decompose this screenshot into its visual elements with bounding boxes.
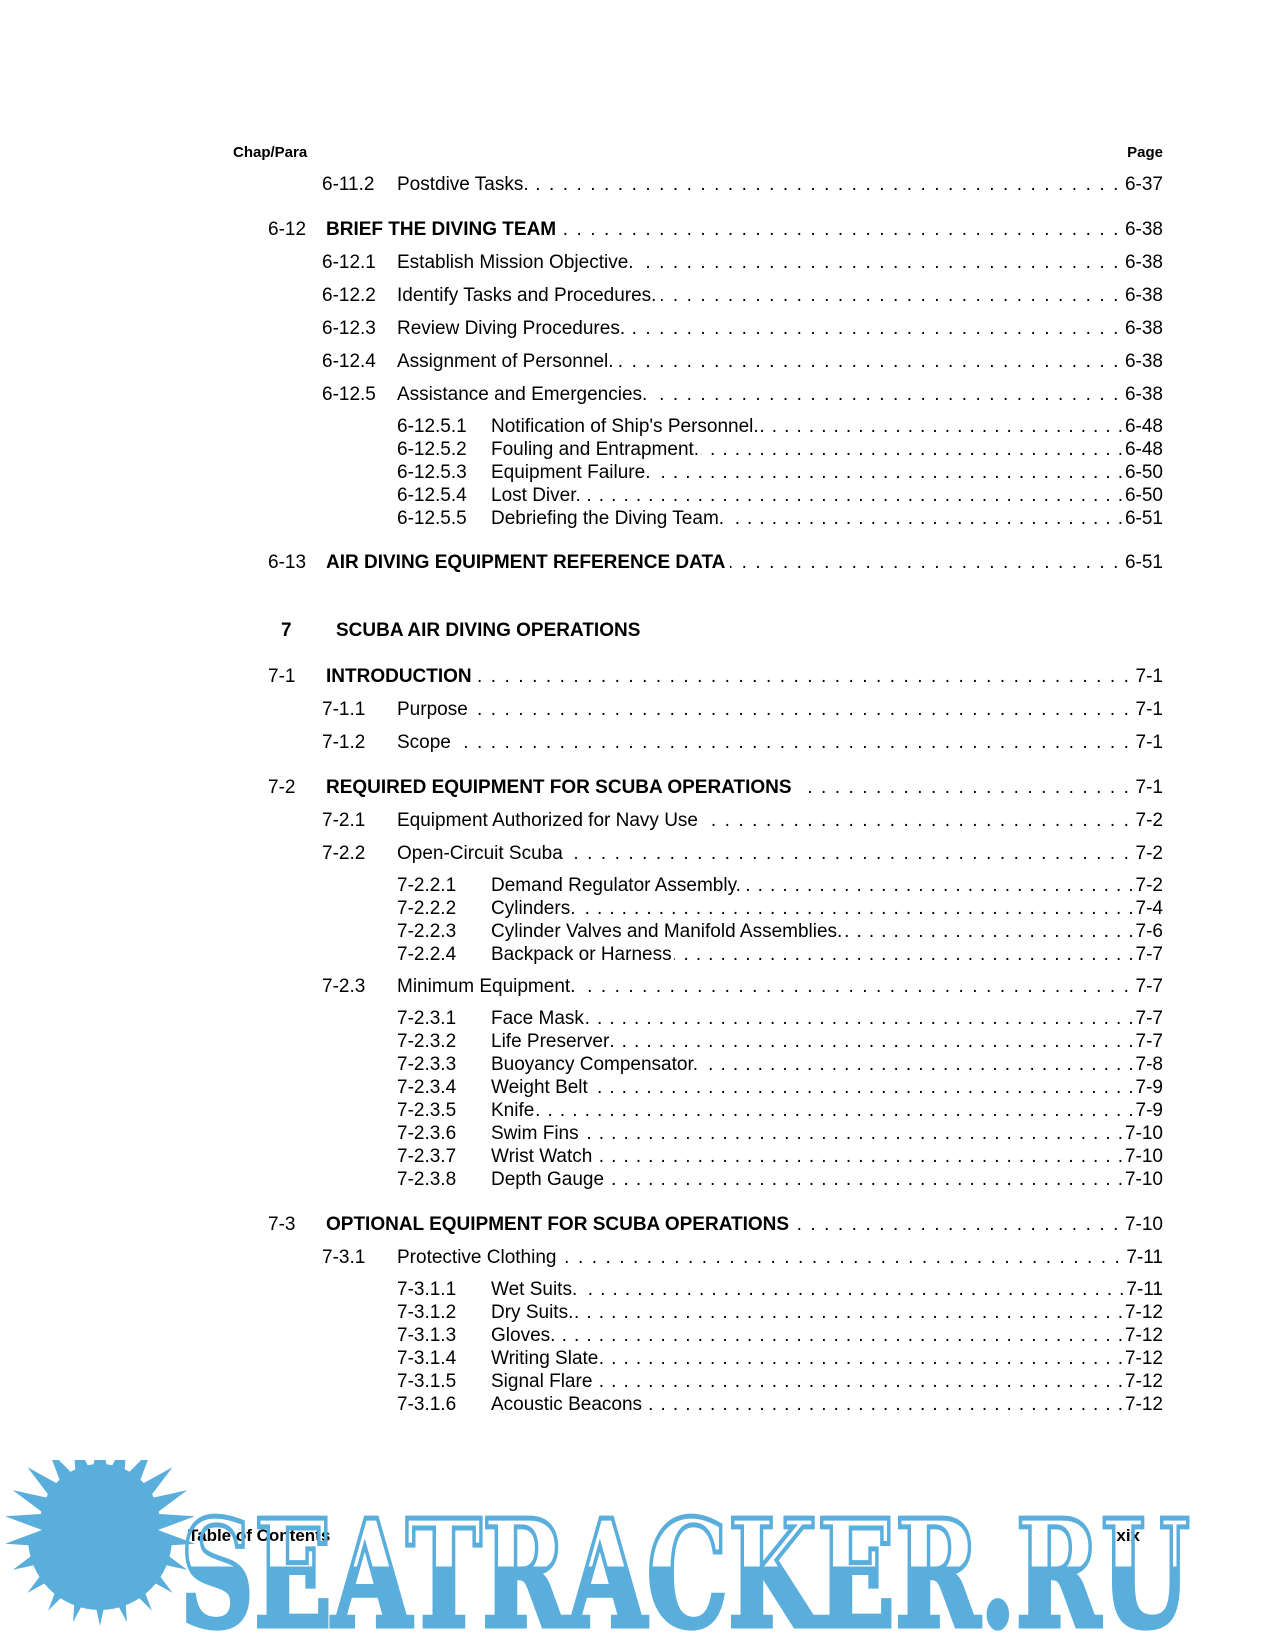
entry-page: 6-51 [1124, 508, 1163, 529]
entry-number: 7-2.3.2 [397, 1031, 457, 1052]
entry-title: Notification of Ship's Personnel. [491, 416, 759, 437]
toc-entry[interactable] [322, 316, 1163, 342]
entry-number: 7-3.1.5 [397, 1371, 457, 1392]
toc-entry[interactable] [322, 808, 1163, 834]
entry-number: 6-11.2 [322, 174, 375, 195]
entry-title: Face Mask [491, 1008, 584, 1029]
dot-leader [630, 316, 1120, 342]
entry-page: 7-10 [1124, 1123, 1163, 1144]
entry-page: 7-6 [1135, 921, 1163, 942]
entry-page: 7-1 [1135, 732, 1163, 753]
toc-section-entry[interactable] [268, 664, 1163, 690]
entry-number: 6-12.5.2 [397, 439, 467, 460]
entry-number: 7-2.3.8 [397, 1169, 457, 1190]
entry-title: Knife [491, 1100, 535, 1121]
toc-entry[interactable] [322, 1245, 1163, 1271]
entry-title: REQUIRED EQUIPMENT FOR SCUBA OPERATIONS [326, 777, 792, 798]
entry-title: Cylinder Valves and Manifold Assemblies. [491, 921, 843, 942]
entry-page: 6-38 [1124, 252, 1163, 273]
entry-page: 7-11 [1126, 1247, 1163, 1268]
entry-title: Identify Tasks and Procedures. [397, 285, 657, 306]
entry-page: 7-9 [1135, 1077, 1163, 1098]
entry-title: Acoustic Beacons [491, 1394, 643, 1415]
dot-leader [661, 283, 1120, 309]
entry-number: 7-2.2 [322, 843, 366, 864]
chapter-title: SCUBA AIR DIVING OPERATIONS [336, 620, 641, 641]
entry-title: Depth Gauge [491, 1169, 605, 1190]
entry-page: 7-10 [1124, 1146, 1163, 1167]
entry-title: Weight Belt [491, 1077, 588, 1098]
entry-number: 6-12.2 [322, 285, 376, 306]
entry-number: 7-2.2.2 [397, 898, 457, 919]
entry-title: Demand Regulator Assembly. [491, 875, 741, 896]
toc-entry[interactable] [322, 250, 1163, 276]
entry-number: 7-3.1.6 [397, 1394, 457, 1415]
chapter-heading[interactable] [281, 618, 640, 644]
dot-leader [674, 942, 1135, 968]
entry-page: 7-12 [1124, 1394, 1163, 1415]
entry-title: Review Diving Procedures. [397, 318, 626, 339]
entry-page: 6-37 [1124, 174, 1163, 195]
entry-page: 7-9 [1135, 1100, 1163, 1121]
entry-page: 7-7 [1135, 944, 1163, 965]
entry-number: 6-12.5.3 [397, 462, 467, 483]
toc-section-entry[interactable] [268, 217, 1163, 243]
dot-leader [477, 664, 1131, 690]
entry-number: 7-2.3.4 [397, 1077, 457, 1098]
entry-number: 7-1 [268, 666, 296, 687]
entry-title: Wrist Watch [491, 1146, 593, 1167]
toc-entry[interactable] [322, 974, 1163, 1000]
entry-title: Scope [397, 732, 451, 753]
entry-title: Debriefing the Diving Team. [491, 508, 725, 529]
entry-page: 7-8 [1135, 1054, 1163, 1075]
entry-title: Buoyancy Compensator. [491, 1054, 699, 1075]
entry-title: Equipment Authorized for Navy Use [397, 810, 698, 831]
toc-subentry[interactable] [397, 1167, 1163, 1193]
entry-page: 7-12 [1124, 1348, 1163, 1369]
entry-number: 7-2.3.1 [397, 1008, 457, 1029]
entry-page: 7-1 [1135, 666, 1163, 687]
entry-title: Postdive Tasks. [397, 174, 529, 195]
dot-leader [568, 841, 1131, 867]
entry-page: 7-12 [1124, 1302, 1163, 1323]
entry-number: 7-1.1 [322, 699, 366, 720]
entry-page: 7-11 [1126, 1279, 1163, 1300]
entry-number: 7-2.3.5 [397, 1100, 457, 1121]
entry-number: 6-13 [268, 552, 307, 573]
entry-number: 7-2.2.3 [397, 921, 457, 942]
dot-leader [561, 1245, 1121, 1271]
entry-page: 7-2 [1135, 875, 1163, 896]
entry-page: 6-48 [1124, 416, 1163, 437]
entry-title: Assignment of Personnel. [397, 351, 614, 372]
entry-title: Cylinders. [491, 898, 576, 919]
dot-leader [797, 775, 1131, 801]
entry-number: 7-2 [268, 777, 296, 798]
entry-title: Swim Fins [491, 1123, 579, 1144]
toc-entry[interactable] [322, 697, 1163, 723]
sun-icon [5, 1460, 195, 1626]
dot-leader [652, 382, 1120, 408]
toc-subentry[interactable] [397, 942, 1163, 968]
entry-title: Signal Flare [491, 1371, 593, 1392]
entry-number: 6-12.5.4 [397, 485, 467, 506]
dot-leader [794, 1212, 1120, 1238]
entry-page: 6-38 [1124, 285, 1163, 306]
toc-subentry[interactable] [397, 506, 1163, 532]
entry-page: 6-38 [1124, 318, 1163, 339]
watermark-logo [0, 1460, 1275, 1650]
column-header-chap-para: Chap/Para [233, 144, 308, 161]
entry-number: 7-3.1 [322, 1247, 366, 1268]
toc-entry[interactable] [322, 382, 1163, 408]
toc-subentry[interactable] [397, 1392, 1163, 1418]
entry-number: 7-2.2.1 [397, 875, 457, 896]
entry-number: 6-12.3 [322, 318, 376, 339]
entry-number: 7-3 [268, 1214, 296, 1235]
dot-leader [644, 1392, 1124, 1418]
entry-number: 7-2.3 [322, 976, 366, 997]
entry-page: 7-12 [1124, 1371, 1163, 1392]
entry-number: 7-2.2.4 [397, 944, 457, 965]
entry-number: 6-12.4 [322, 351, 376, 372]
dot-leader [606, 1167, 1124, 1193]
toc-section-entry[interactable] [268, 550, 1163, 576]
entry-title: AIR DIVING EQUIPMENT REFERENCE DATA [326, 552, 726, 573]
entry-title: Assistance and Emergencies. [397, 384, 648, 405]
entry-page: 7-7 [1135, 976, 1163, 997]
dot-leader [639, 250, 1120, 276]
entry-page: 7-1 [1135, 699, 1163, 720]
entry-page: 6-38 [1124, 384, 1163, 405]
entry-page: 6-51 [1124, 552, 1163, 573]
toc-section-entry[interactable] [268, 1212, 1163, 1238]
entry-page: 6-50 [1124, 462, 1163, 483]
entry-number: 7-3.1.1 [397, 1279, 457, 1300]
entry-number: 7-3.1.2 [397, 1302, 457, 1323]
entry-number: 6-12 [268, 219, 307, 240]
entry-number: 6-12.5.1 [397, 416, 467, 437]
entry-number: 7-2.1 [322, 810, 366, 831]
entry-page: 6-38 [1124, 219, 1163, 240]
entry-page: 6-50 [1124, 485, 1163, 506]
footer-title: Table of Contents [188, 1526, 331, 1545]
entry-title: Fouling and Entrapment. [491, 439, 700, 460]
entry-title: Wet Suits. [491, 1279, 578, 1300]
entry-title: Lost Diver. [491, 485, 581, 506]
toc-entry[interactable] [322, 172, 1163, 198]
entry-title: Protective Clothing [397, 1247, 557, 1268]
entry-number: 6-12.5 [322, 384, 376, 405]
entry-title: Life Preserver [491, 1031, 610, 1052]
entry-title: Establish Mission Objective. [397, 252, 634, 273]
entry-number: 7-2.3.3 [397, 1054, 457, 1075]
entry-number: 7-1.2 [322, 732, 366, 753]
entry-number: 7-2.3.7 [397, 1146, 457, 1167]
entry-page: 7-4 [1135, 898, 1163, 919]
entry-title: OPTIONAL EQUIPMENT FOR SCUBA OPERATIONS [326, 1214, 790, 1235]
entry-title: Equipment Failure. [491, 462, 651, 483]
entry-page: 7-1 [1135, 777, 1163, 798]
footer-page-number: xix [1116, 1526, 1140, 1545]
toc-entry[interactable] [322, 283, 1163, 309]
dot-leader [726, 506, 1124, 532]
toc-entry[interactable] [322, 841, 1163, 867]
entry-title: BRIEF THE DIVING TEAM [326, 219, 557, 240]
entry-page: 7-10 [1124, 1214, 1163, 1235]
dot-leader [561, 217, 1120, 243]
entry-page: 6-38 [1124, 351, 1163, 372]
entry-number: 7-3.1.4 [397, 1348, 457, 1369]
dot-leader [619, 349, 1120, 375]
column-header-page: Page [1127, 144, 1163, 161]
entry-page: 7-2 [1135, 843, 1163, 864]
dot-leader [703, 808, 1131, 834]
entry-page: 7-7 [1135, 1008, 1163, 1029]
entry-page: 7-10 [1124, 1169, 1163, 1190]
watermark-text: SEATRACKER.RU [180, 1487, 1190, 1650]
entry-number: 7-2.3.6 [397, 1123, 457, 1144]
dot-leader [456, 730, 1131, 756]
entry-title: Gloves. [491, 1325, 556, 1346]
dot-leader [730, 550, 1120, 576]
entry-number: 7-3.1.3 [397, 1325, 457, 1346]
toc-entry[interactable] [322, 349, 1163, 375]
entry-title: Backpack or Harness [491, 944, 672, 965]
entry-title: Writing Slate [491, 1348, 599, 1369]
toc-entry[interactable] [322, 730, 1163, 756]
entry-number: 6-12.5.5 [397, 508, 467, 529]
chapter-number: 7 [281, 620, 292, 641]
entry-title: Open-Circuit Scuba [397, 843, 563, 864]
dot-leader [580, 974, 1130, 1000]
entry-page: 6-48 [1124, 439, 1163, 460]
entry-title: Dry Suits. [491, 1302, 574, 1323]
dot-leader [473, 697, 1131, 723]
toc-section-entry[interactable] [268, 775, 1163, 801]
entry-number: 6-12.1 [322, 252, 376, 273]
entry-page: 7-12 [1124, 1325, 1163, 1346]
entry-page: 7-7 [1135, 1031, 1163, 1052]
entry-title: INTRODUCTION [326, 666, 472, 687]
entry-title: Minimum Equipment. [397, 976, 576, 997]
entry-title: Purpose [397, 699, 468, 720]
dot-leader [534, 172, 1120, 198]
entry-page: 7-2 [1135, 810, 1163, 831]
